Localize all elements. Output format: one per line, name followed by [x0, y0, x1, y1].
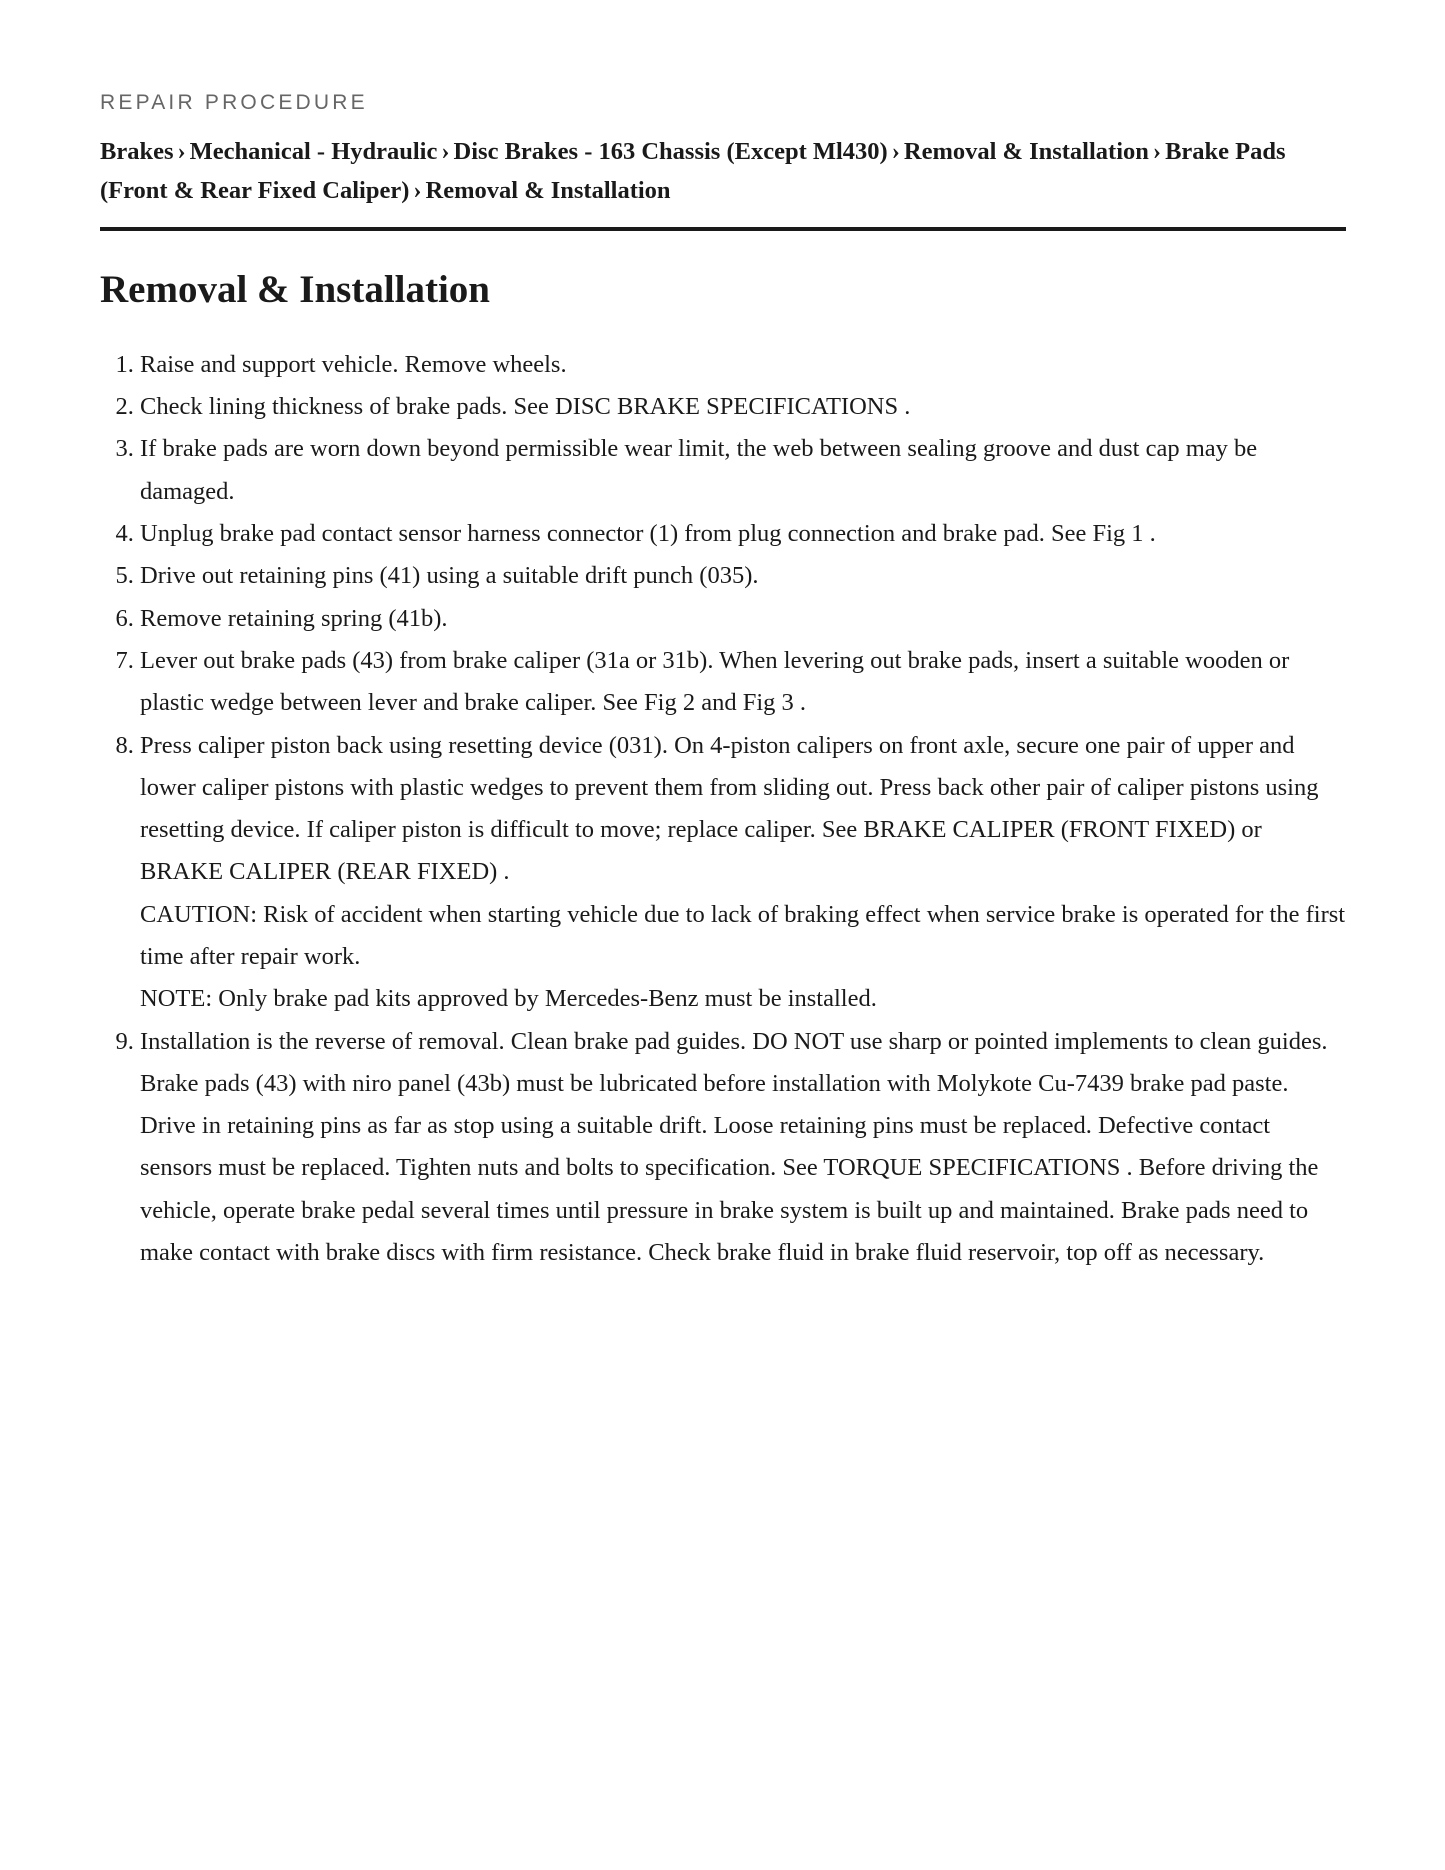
step-text: Drive out retaining pins (41) using a suitable drift punch (035). — [140, 562, 759, 590]
step-text: 8. Press caliper piston back using resetting device (031). On 4-piston calipers on front axle, secure one pair of upper and lower caliper pistons with plastic wedges to prevent them from sliding out. Press back other pair of caliper pistons using resetting device. If caliper piston is difficult to move; replace caliper. See BRAKE CALIPER (FRONT FIXED) or BRAKE CALIPER (REAR FIXED) . — [140, 731, 1319, 886]
caution-text: CAUTION: Risk of accident when starting vehicle due to lack of braking effect when service brake is operated for the first time after repair work. — [140, 900, 1346, 970]
breadcrumb-item: Brake Pads (Front & Rear Fixed Caliper) — [100, 138, 1286, 204]
document-kicker: REPAIR PROCEDURE — [100, 91, 368, 114]
procedure-step — [140, 513, 1346, 555]
procedure-step — [140, 555, 1346, 597]
procedure-step — [140, 640, 1346, 725]
breadcrumb-separator: › — [177, 138, 186, 165]
breadcrumb-separator: › — [441, 138, 450, 165]
step-text: Raise and support vehicle. Remove wheels. — [140, 350, 567, 378]
procedure-step — [140, 1021, 1346, 1275]
step-text: Remove retaining spring (41b). — [140, 604, 448, 632]
note-text: NOTE: Only brake pad kits approved by Mercedes-Benz must be installed. — [140, 985, 877, 1013]
breadcrumb-item: Removal & Installation — [425, 177, 671, 204]
breadcrumb-separator: › — [1152, 138, 1162, 165]
procedure-step — [140, 598, 1346, 640]
procedure-step — [140, 725, 1346, 1021]
procedure-step — [140, 428, 1346, 513]
breadcrumb-separator: › — [413, 177, 422, 204]
document-page — [100, 92, 1346, 1274]
breadcrumb — [100, 132, 1346, 231]
step-text: Lever out brake pads (43) from brake caliper (31a or 31b). When levering out brake pads, insert a suitable wooden or plastic wedge between lever and brake caliper. See Fig 2 and Fig 3 . — [140, 646, 1290, 717]
breadcrumb-item: Removal & Installation — [903, 138, 1149, 165]
procedure-step — [140, 344, 1346, 386]
procedure-steps-list — [100, 344, 1346, 1275]
step-text: Unplug brake pad contact sensor harness connector (1) from plug connection and brake pad. See Fig 1 . — [140, 520, 1156, 548]
breadcrumb-separator: › — [891, 138, 900, 165]
page-title: Removal & Installation — [100, 268, 490, 311]
procedure-step — [140, 386, 1346, 428]
breadcrumb-item: Brakes — [100, 138, 174, 165]
breadcrumb-item: Mechanical - Hydraulic — [189, 138, 438, 165]
breadcrumb-item: Disc Brakes - 163 Chassis (Except Ml430) — [453, 138, 888, 165]
step-text: If brake pads are worn down beyond permissible wear limit, the web between sealing groove and dust cap may be damaged. — [140, 435, 1258, 505]
step-text: Check lining thickness of brake pads. See DISC BRAKE SPECIFICATIONS . — [140, 393, 911, 421]
step-text: Installation is the reverse of removal. Clean brake pad guides. DO NOT use sharp or pointed implements to clean guides. Brake pads (43) with niro panel (43b) must be lubricated before installation with Molykote Cu-7439 brake pad paste. Drive in retaining pins as far as stop using a suitable drift. Loose retaining pins must be replaced. Defective contact sensors must be replaced. Tighten nuts and bolts to specification. See TORQUE SPECIFICATIONS . Before driving the vehicle, operate brake pedal several times until pressure in brake system is built up and maintained. Brake pads need to make contact with brake discs with firm resistance. Check brake fluid in brake fluid reservoir, top off as necessary. — [140, 1027, 1328, 1267]
